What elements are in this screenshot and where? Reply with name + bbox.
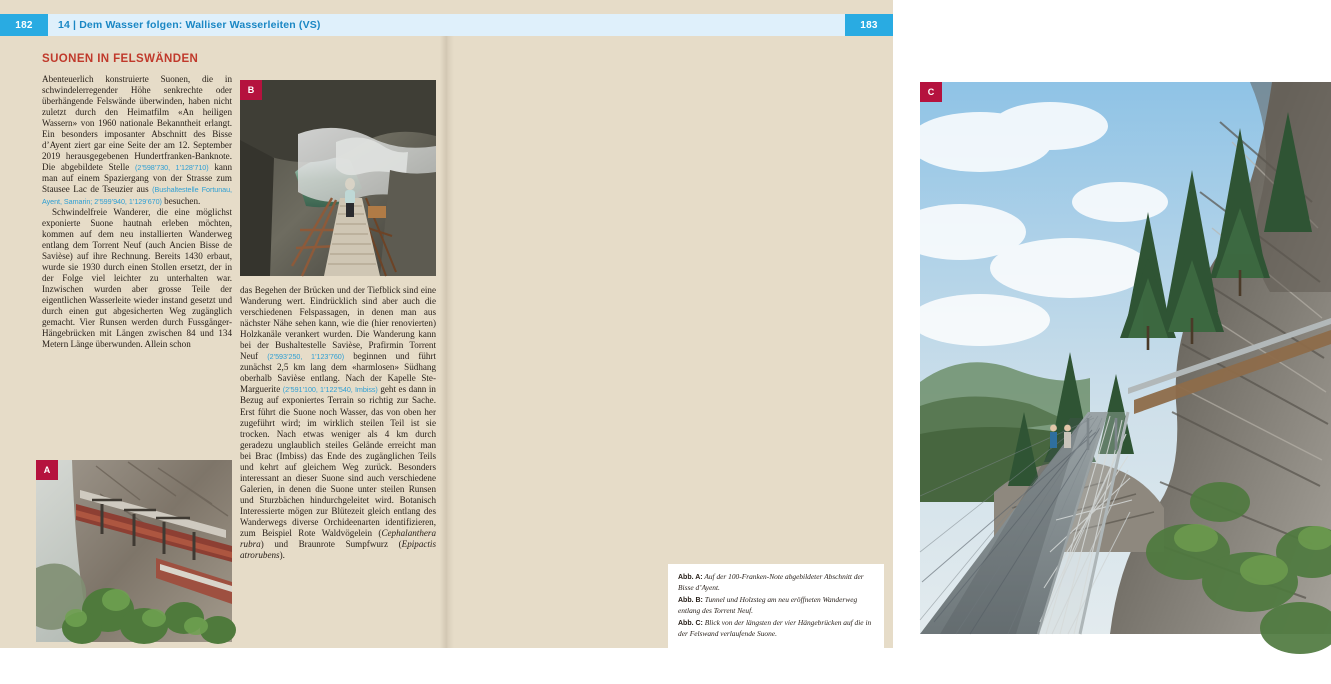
figure-c-photo bbox=[920, 82, 1331, 634]
coordinates-one: (2’598’730, 1’128’710) bbox=[135, 163, 209, 173]
caption-c-text: Blick von der längsten der vier Hängebrücken auf die in der Felswand verlaufende Suone. bbox=[678, 617, 872, 639]
caption-b-text: Tunnel und Holzsteg am neu eröffneten Wanderweg entlang des Torrent Neuf. bbox=[678, 594, 858, 616]
para1-part-b: kann man auf einem Spaziergang von der Strasse zum Stausee Lac de Tseuzier aus bbox=[42, 162, 233, 195]
body-column-two bbox=[240, 285, 436, 561]
para1-part-c: besuchen. bbox=[161, 195, 201, 206]
para2-part-a: das Begehen der Brücken und der Tiefblick sind eine Wanderung wert. Eindrücklich sind aber auch die verschiedenen Felspassagen, in denen man aus nächster Nähe sehen kann, wie die (hier renovierten) Holzkanäle verankert wurden. Die Wanderung kann bei der Bushaltestelle Savièse, Prafirmin Torrent Neuf bbox=[240, 285, 436, 362]
caption-a bbox=[678, 572, 874, 594]
figure-label-a: A bbox=[36, 460, 58, 480]
caption-c-prefix: Abb. C: bbox=[678, 619, 703, 627]
page-number-left: 182 bbox=[0, 14, 48, 36]
para2-part-e: ). bbox=[279, 550, 285, 561]
figure-captions bbox=[668, 564, 884, 684]
paragraph-one bbox=[42, 74, 232, 207]
caption-b-prefix: Abb. B: bbox=[678, 596, 703, 604]
caption-b bbox=[678, 595, 874, 617]
tunnel-boardwalk-illustration bbox=[240, 80, 436, 276]
paragraph-two: Schwindelfreie Wanderer, die eine möglichst exponierte Suone hautnah erleben möchten, kommen auf dem neu installierten Wanderweg entlang dem Torrent Neuf (auch Ancien Bisse de Savièse) auf ihre Rechnung. Bereits 1430 erbaut, wurde sie 1930 durch einen Stollen ersetzt, der in der Folge viel leichter zu unterhalten war. Inzwischen wurden aber grosse Teile der eigentlichen Wasserleite wieder instand gesetzt und durch einen gut abgesicherten Weg zugänglich gemacht. Vier Runsen werden durch Fussgänger-Hängebrücken mit Längen zwischen 84 und 134 Metern Länge überwunden. Allein schon bbox=[42, 206, 232, 350]
para2-part-d: ) und Braunrote Sumpfwurz ( bbox=[260, 539, 402, 550]
paragraph-three bbox=[240, 285, 436, 561]
figure-label-b: B bbox=[240, 80, 262, 100]
para1-part-a: Abenteuerlich konstruierte Suonen, die in schwindelerregender Höhe senkrechte oder überhängende Felswände überwinden, haben nicht zuletzt durch den Heimatfilm «An heiligen Wassern» von 1960 nationale Bekanntheit erlangt. Ein besonders imposanter Abschnitt des Bisse d’Ayent ziert gar eine Seite der am 12. September 2019 herausgegebenen Hundertfranken-Banknote. Die abgebildete Stelle bbox=[42, 74, 232, 173]
cliff-water-channel-illustration bbox=[36, 460, 232, 642]
species-name-two: Epipactis atrorubens bbox=[240, 539, 436, 561]
running-head-title: 14 | Dem Wasser folgen: Walliser Wasserleiten (VS) bbox=[58, 19, 321, 31]
figure-label-c: C bbox=[920, 82, 942, 102]
caption-a-prefix: Abb. A: bbox=[678, 574, 703, 581]
body-column-one bbox=[42, 74, 232, 350]
page-right bbox=[447, 36, 935, 648]
caption-c bbox=[678, 618, 874, 640]
coordinates-two: (Bushaltestelle Fortunau, Ayent, Samarin; 2’599’940, 1’129’670) bbox=[42, 185, 233, 206]
section-heading: SUONEN IN FELSWÄNDEN bbox=[42, 53, 199, 65]
suspension-bridge-illustration bbox=[920, 82, 1331, 634]
page-number-right: 183 bbox=[845, 14, 893, 36]
caption-a-text: Auf der 100-Franken-Note abgebildeter Abschnitt der Bisse d’Ayent. bbox=[678, 572, 864, 593]
species-name-one: Cephalanthera rubra bbox=[240, 528, 436, 550]
coordinates-three: (2’593’250, 1’123’760) bbox=[267, 352, 345, 362]
figure-a-photo bbox=[36, 460, 232, 642]
figure-b-photo bbox=[240, 80, 436, 276]
para2-part-c: geht es dann in Bezug auf exponiertes Terrain so richtig zur Sache. Erst führt die Suone noch Wasser, das von oben her zugeführt wird; im wirklich steilen Teil ist sie trocken. Nach etwas weniger als 4 km durch geradezu unglaublich steiles Gelände erreicht man bei Brac (Imbiss) das Ende des zugänglichen Teils und kehrt auf gleichem Weg zurück. Besonders interessant an dieser Suone sind auch verschiedene Galerien, in denen die Suone unter steilen Runsen und Sturzbächen hindurchgeleitet wird. Botanisch Interessierte mögen zur Blütezeit gleich entlang des Wanderwegs diverse Orchideenarten identifizieren, zum Beispiel Rote Waldvögelein ( bbox=[240, 384, 436, 539]
coordinates-four: (2’591’100, 1’122’540, Imbiss) bbox=[282, 385, 378, 395]
para2-part-b: beginnen und führt zunächst 2,5 km lang dem «harmlosen» Südhang oberhalb Savièse entlang. Nach der Kapelle Ste-Marguerite bbox=[240, 351, 436, 395]
page-left bbox=[0, 36, 447, 648]
